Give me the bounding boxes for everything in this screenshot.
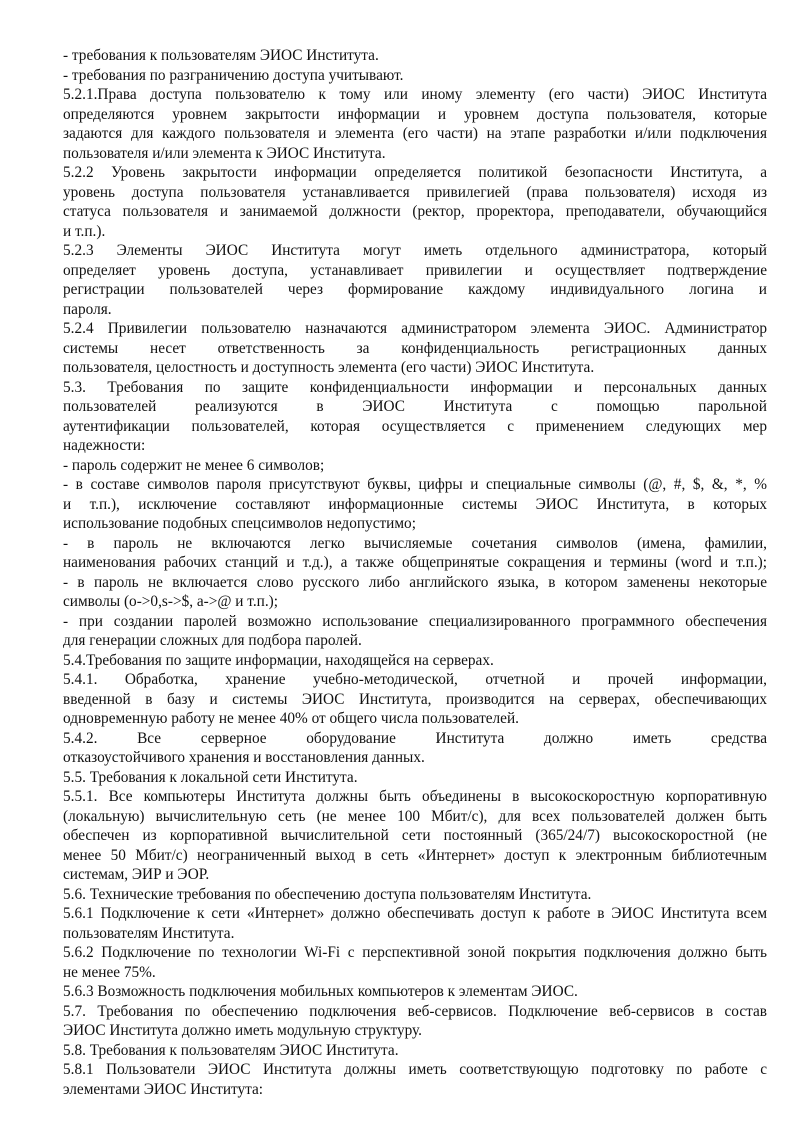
- text-line: 5.6. Технические требования по обеспечению доступа пользователям Института.: [63, 885, 592, 903]
- text-line: 5.8. Требования к пользователям ЭИОС Института.: [63, 1041, 399, 1059]
- text-line: для генерации сложных для подбора паролей.: [63, 632, 362, 649]
- text-line: - в составе символов пароля присутствуют буквы, цифры и специальные символы (@, #, $, &, *, %: [63, 476, 767, 493]
- text-line: отказоустойчивого хранения и восстановления данных.: [63, 749, 425, 766]
- text-line: 5.6.1 Подключение к сети «Интернет» должно обеспечивать доступ к работе в ЭИОС Института всем: [63, 905, 767, 922]
- text-line: 5.6.2 Подключение по технологии Wi-Fi с перспективной зоной покрытия подключения должно быть: [63, 944, 767, 961]
- text-line: надежности:: [63, 437, 146, 454]
- text-line: определяются уровнем закрытости информации и уровнем доступа пользователя, которые: [63, 105, 767, 123]
- text-line: задаются для каждого пользователя и элемента (его части) на этапе разработки и/или подключения: [63, 125, 767, 142]
- text-line: 5.2.3 Элементы ЭИОС Института могут иметь отдельного администратора, который: [63, 242, 767, 259]
- text-line: введенной в базу и системы ЭИОС Института, производится на серверах, обеспечивающих: [63, 690, 767, 708]
- document-page: [63, 46, 767, 1099]
- text-line: - при создании паролей возможно использование специализированного программного обеспечения: [63, 612, 767, 630]
- text-line: пароля.: [63, 300, 112, 318]
- text-line: 5.8.1 Пользователи ЭИОС Института должны иметь соответствующую подготовку по работе с: [63, 1061, 767, 1078]
- text-line: символы (o->0,s->$, a->@ и т.п.);: [63, 593, 279, 610]
- text-line: пользователя, целостность и доступность элемента (его части) ЭИОС Института.: [63, 359, 595, 376]
- text-line: - требования по разграничению доступа учитывают.: [63, 66, 404, 84]
- text-line: не менее 75%.: [63, 963, 156, 981]
- text-line: статуса пользователя и занимаемой должности (ректор, проректора, преподаватели, обучающийся: [63, 203, 767, 220]
- text-line: 5.2.1.Права доступа пользователю к тому или иному элементу (его части) ЭИОС Института: [63, 86, 767, 103]
- text-line: 5.7. Требования по обеспечению подключения веб-сервисов. Подключение веб-сервисов в состав: [63, 1002, 767, 1020]
- text-line: 5.4.2. Все серверное оборудование Института должно иметь средства: [63, 729, 767, 747]
- text-line: - в пароль не включаются легко вычисляемые сочетания символов (имена, фамилии,: [63, 534, 767, 552]
- text-line: пользователей реализуются в ЭИОС Института с помощью парольной: [63, 398, 767, 415]
- text-line: регистрации пользователей через формирование каждому индивидуального логина и: [63, 281, 767, 298]
- text-line: 5.6.3 Возможность подключения мобильных компьютеров к элементам ЭИОС.: [63, 983, 578, 1000]
- text-line: уровень доступа пользователя устанавливается привилегией (права пользователя) исходя из: [63, 183, 767, 201]
- text-line: 5.4.Требования по защите информации, находящейся на серверах.: [63, 651, 494, 669]
- text-line: 5.5.1. Все компьютеры Института должны быть объединены в высокоскоростную корпоративную: [63, 788, 767, 805]
- text-line: использование подобных спецсимволов недопустимо;: [63, 515, 416, 532]
- text-line: наименования рабочих станций и т.д.), а также общепринятые сокращения и термины (word и т.п.);: [63, 554, 767, 571]
- text-line: 5.4.1. Обработка, хранение учебно-методической, отчетной и прочей информации,: [63, 671, 767, 688]
- text-line: и т.п.), исключение составляют информационные системы ЭИОС Института, в которых: [63, 495, 767, 513]
- text-line: 5.3. Требования по защите конфиденциальности информации и персональных данных: [63, 378, 767, 396]
- text-line: элементами ЭИОС Института:: [63, 1080, 264, 1098]
- text-line: ЭИОС Института должно иметь модульную структуру.: [63, 1022, 422, 1039]
- text-line: 5.5. Требования к локальной сети Института.: [63, 768, 358, 786]
- text-line: 5.2.2 Уровень закрытости информации определяется политикой безопасности Института, а: [63, 164, 767, 181]
- text-line: одновременную работу не менее 40% от общего числа пользователей.: [63, 710, 519, 727]
- text-line: (локальную) вычислительную сеть (не менее 100 Мбит/с), для всех пользователей должен быть: [63, 807, 767, 825]
- text-line: определяет уровень доступа, устанавливает привилегии и осуществляет подтверждение: [63, 261, 767, 279]
- text-line: обеспечен из корпоративной вычислительной сети постоянный (365/24/7) высокоскоростной (не: [63, 827, 767, 844]
- text-line: 5.2.4 Привилегии пользователю назначаются администратором элемента ЭИОС. Администратор: [63, 320, 767, 337]
- text-line: и т.п.).: [63, 222, 106, 240]
- text-line: менее 50 Мбит/с) неограниченный выход в сеть «Интернет» доступ к электронным библиотечным: [63, 846, 767, 864]
- text-line: - в пароль не включается слово русского либо английского языка, в котором заменены некоторые: [63, 573, 767, 591]
- text-line: системам, ЭИР и ЭОР.: [63, 866, 210, 883]
- text-line: пользователям Института.: [63, 924, 235, 942]
- text-line: - пароль содержит не менее 6 символов;: [63, 456, 325, 474]
- text-line: пользователя и/или элемента к ЭИОС Института.: [63, 144, 386, 162]
- text-line: аутентификации пользователей, которая осуществляется с применением следующих мер: [63, 417, 767, 435]
- text-line: - требования к пользователям ЭИОС Института.: [63, 47, 379, 64]
- text-line: системы несет ответственность за конфиденциальность регистрационных данных: [63, 339, 767, 357]
